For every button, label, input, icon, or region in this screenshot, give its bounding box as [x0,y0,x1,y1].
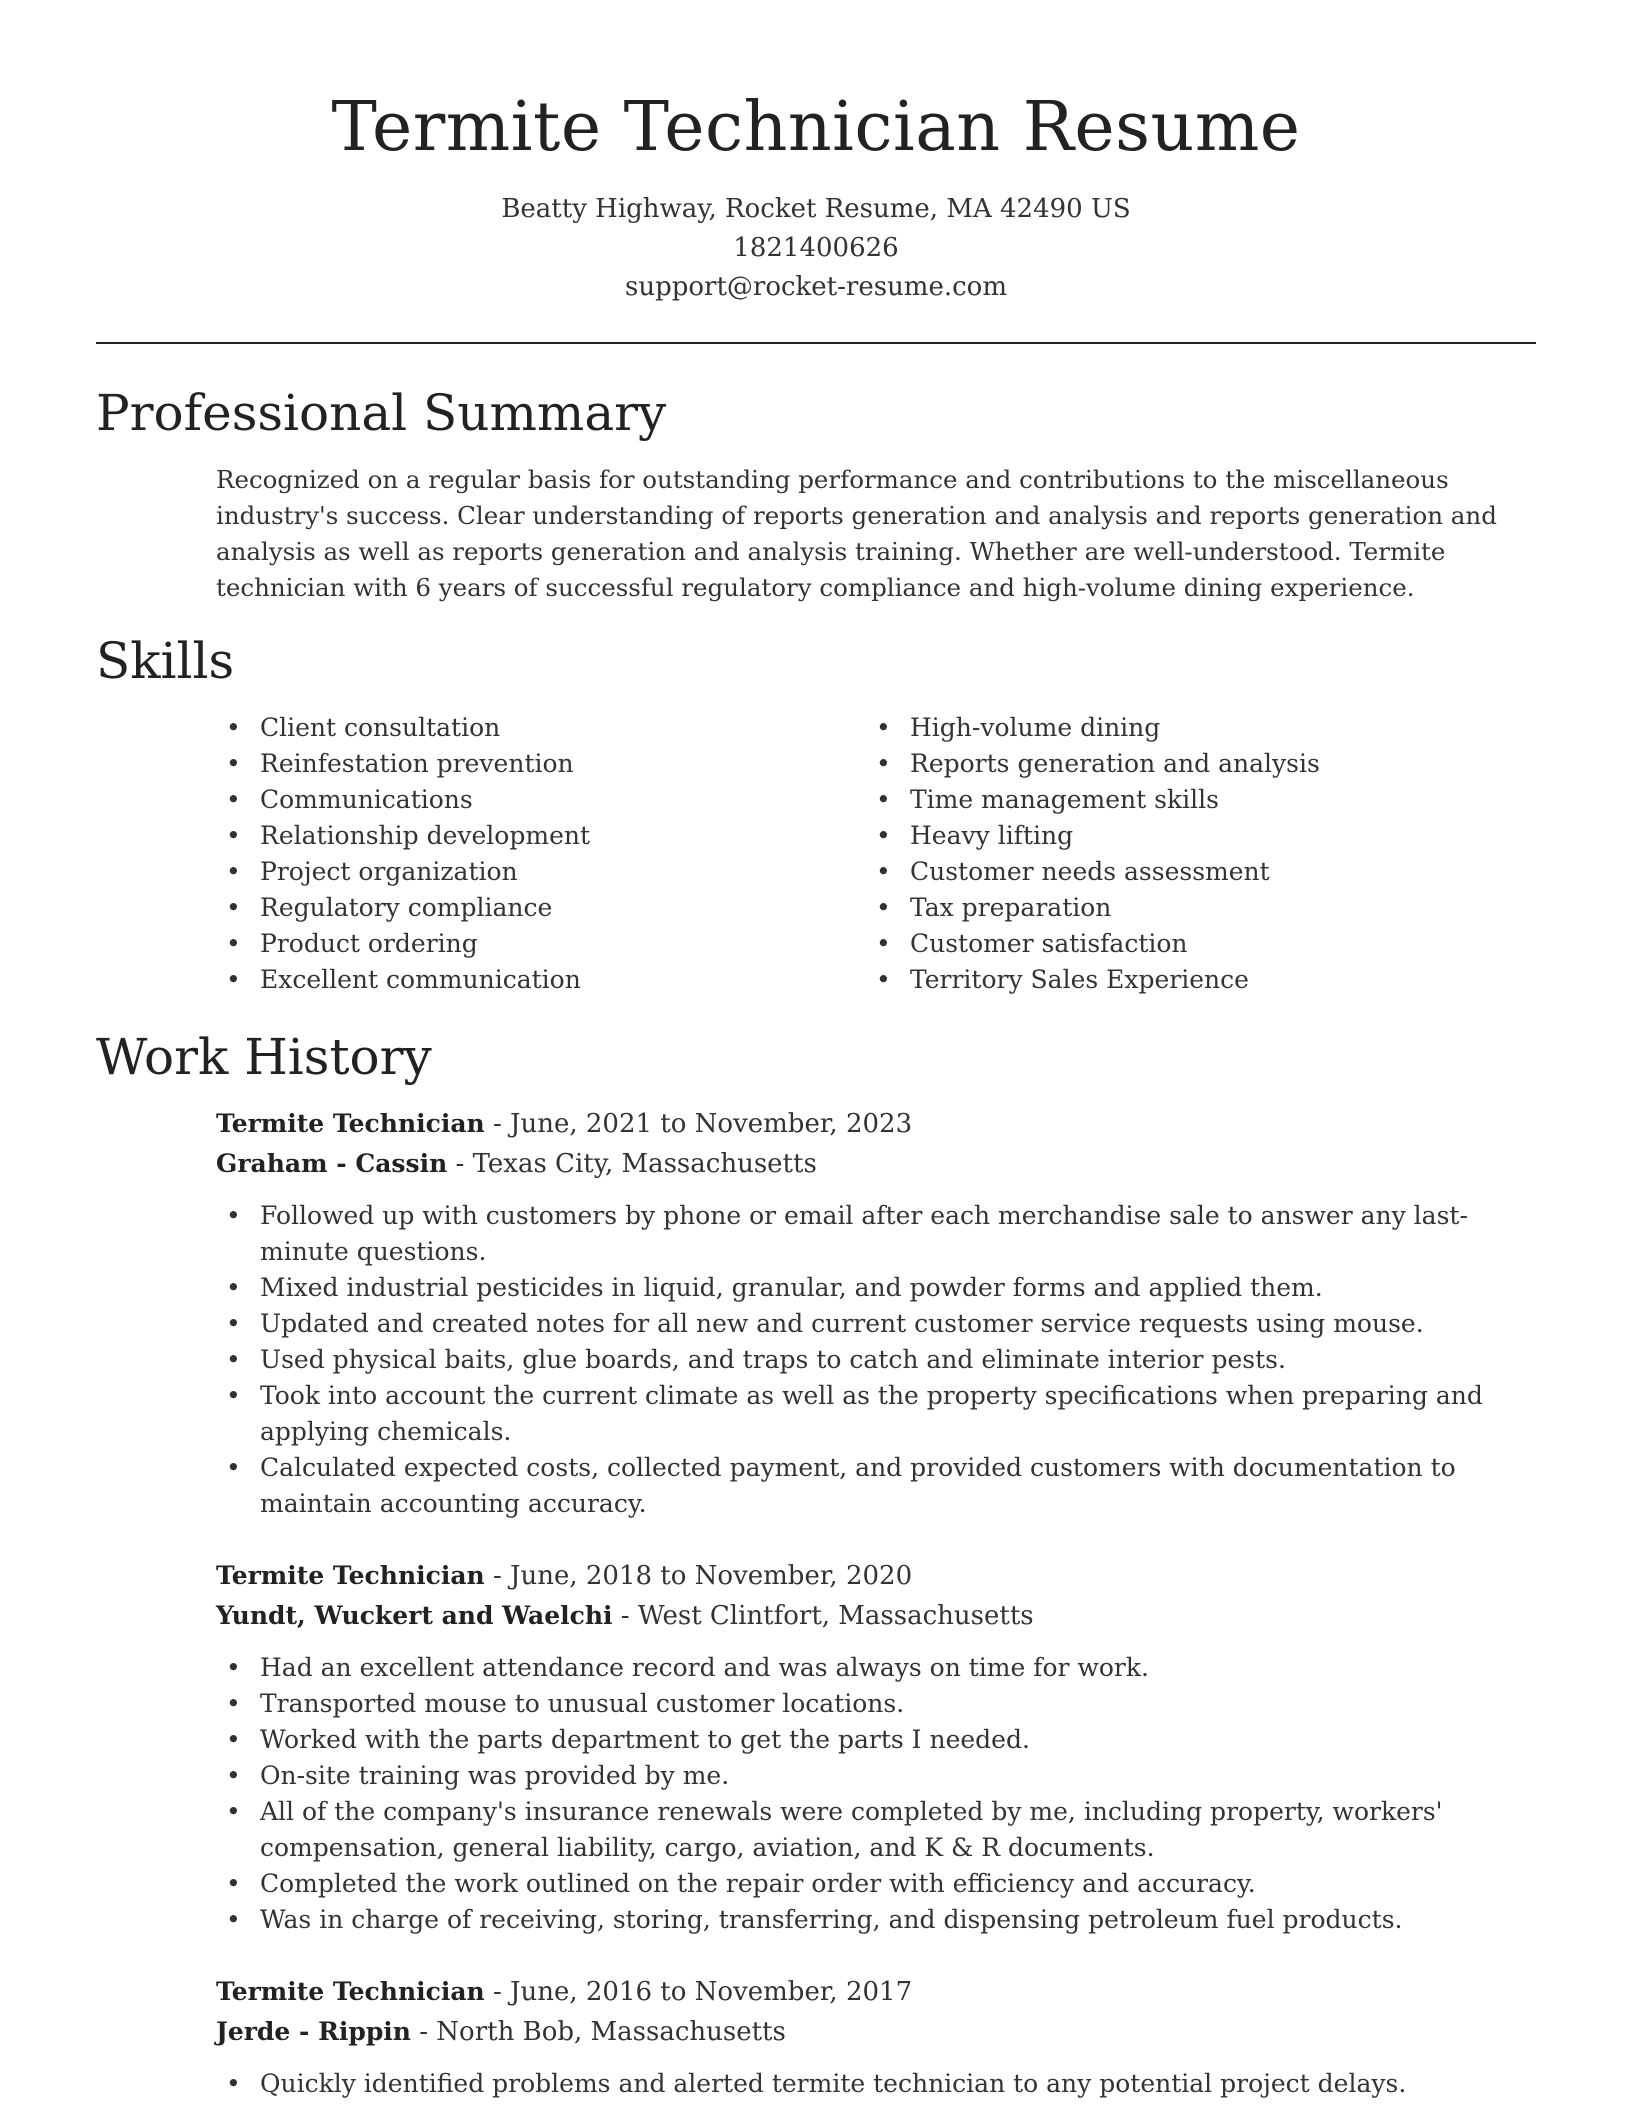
job-location: - Texas City, Massachusetts [447,1149,817,1179]
skill-item: • Tax preparation [866,890,1320,926]
job-bullet: • On-site training was provided by me. [216,1758,1546,1794]
header-divider [96,342,1536,344]
job-company-line [216,1596,1546,1636]
skill-item: • Regulatory compliance [216,890,590,926]
summary-text: Recognized on a regular basis for outstanding performance and contributions to the miscellaneous industry's success. Clear understanding of reports generation and analysis and reports generation and analysis as well as reports generation and analysis training. Whether are well-understood. Termite technician with 6 years of successful regulatory compliance and high-volume dining experience. [216,465,1497,602]
job-entry [216,1104,1546,1522]
section-heading-skills: Skills [96,632,235,690]
job-bullet: • All of the company's insurance renewals were completed by me, including property, workers' compensation, general liability, cargo, aviation, and K & R documents. [216,1794,1546,1866]
skill-item: • Customer needs assessment [866,854,1320,890]
skill-item: • Heavy lifting [866,818,1320,854]
job-bullet: • Took into account the current climate as well as the property specifications when preparing and applying chemicals. [216,1378,1546,1450]
skill-item: • High-volume dining [866,710,1320,746]
job-bullet: • Updated and created notes for all new and current customer service requests using mouse. [216,1306,1546,1342]
skills-list-left [216,710,590,998]
skill-item: • Product ordering [216,926,590,962]
contact-email: support@rocket-resume.com [624,272,1007,302]
job-bullet: • Used physical baits, glue boards, and traps to catch and eliminate interior pests. [216,1342,1546,1378]
job-dates: - June, 2018 to November, 2020 [484,1561,913,1591]
contact-address: Beatty Highway, Rocket Resume, MA 42490 US [501,194,1131,224]
job-title: Termite Technician [216,1977,485,2006]
job-entry [216,1556,1546,1938]
skill-item: • Client consultation [216,710,590,746]
job-title: Termite Technician [216,1561,485,1590]
job-bullet: • Quickly identified problems and alerted termite technician to any potential project delays. [216,2066,1546,2102]
skill-item: • Excellent communication [216,962,590,998]
job-title-line [216,1556,1546,1596]
job-entry [216,1972,1546,2102]
job-company: Yundt, Wuckert and Waelchi [216,1601,613,1630]
job-location: - North Bob, Massachusetts [410,2017,786,2047]
job-company: Graham - Cassin [216,1149,448,1178]
job-title: Termite Technician [216,1109,485,1138]
job-title-line [216,1104,1546,1144]
job-company-line [216,2012,1546,2052]
skill-item: • Territory Sales Experience [866,962,1320,998]
contact-phone: 1821400626 [733,233,899,263]
job-bullets [216,2066,1546,2102]
skill-item: • Reinfestation prevention [216,746,590,782]
job-title-line [216,1972,1546,2012]
skill-item: • Relationship development [216,818,590,854]
job-bullets [216,1650,1546,1938]
skill-item: • Time management skills [866,782,1320,818]
job-dates: - June, 2021 to November, 2023 [484,1109,913,1139]
resume-title: Termite Technician Resume [331,88,1301,167]
skill-item: • Customer satisfaction [866,926,1320,962]
job-company: Jerde - Rippin [216,2017,411,2046]
section-heading-summary: Professional Summary [96,384,667,442]
job-bullet: • Transported mouse to unusual customer locations. [216,1686,1546,1722]
skill-item: • Reports generation and analysis [866,746,1320,782]
job-bullet: • Worked with the parts department to get the parts I needed. [216,1722,1546,1758]
job-bullet: • Was in charge of receiving, storing, transferring, and dispensing petroleum fuel products. [216,1902,1546,1938]
skill-item: • Communications [216,782,590,818]
job-bullet: • Calculated expected costs, collected payment, and provided customers with documentation to maintain accounting accuracy. [216,1450,1546,1522]
job-location: - West Clintfort, Massachusetts [612,1601,1034,1631]
skill-item: • Project organization [216,854,590,890]
job-bullet: • Mixed industrial pesticides in liquid, granular, and powder forms and applied them. [216,1270,1546,1306]
job-dates: - June, 2016 to November, 2017 [484,1977,913,2007]
contact-block [0,190,1632,307]
job-bullet: • Followed up with customers by phone or email after each merchandise sale to answer any last-minute questions. [216,1198,1546,1270]
section-heading-work: Work History [96,1028,432,1086]
job-bullet: • Completed the work outlined on the repair order with efficiency and accuracy. [216,1866,1546,1902]
skills-list-right [866,710,1320,998]
job-company-line [216,1144,1546,1184]
job-bullets [216,1198,1546,1522]
job-bullet: • Had an excellent attendance record and was always on time for work. [216,1650,1546,1686]
